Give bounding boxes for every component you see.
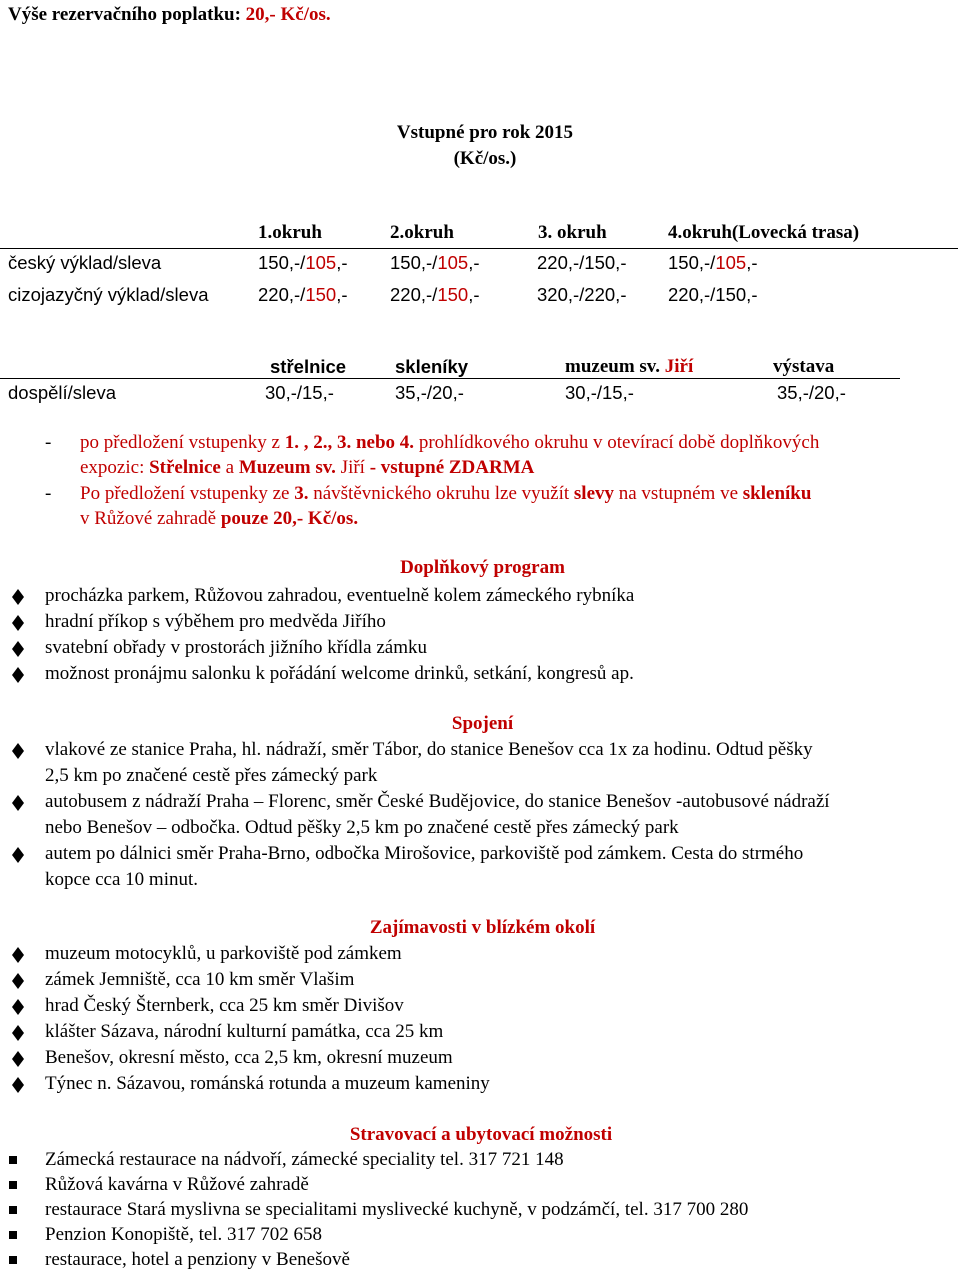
price-cell: 220,-/150,- bbox=[390, 284, 480, 305]
price-cell: 150,-/105,- bbox=[668, 252, 758, 273]
list-item: restaurace Stará myslivna se specialitami myslivecké kuchyně, v podzámčí, tel. 317 700 280 bbox=[45, 1199, 749, 1220]
list-item-continuation: kopce cca 10 minut. bbox=[45, 869, 199, 890]
route-header-3: 3. okruh bbox=[538, 222, 607, 243]
price-cell: 320,-/220,- bbox=[537, 284, 627, 305]
diamond-bullet-icon bbox=[11, 793, 25, 813]
expo-divider bbox=[0, 378, 900, 379]
table-divider bbox=[0, 248, 958, 249]
list-item-continuation: nebo Benešov – odbočka. Odtud pěšky 2,5 km po značené cestě přes zámecký park bbox=[45, 817, 679, 838]
list-item: vlakové ze stanice Praha, hl. nádraží, směr Tábor, do stanice Benešov cca 1x za hodinu. Odtud pěšky bbox=[45, 739, 813, 760]
list-item-continuation: 2,5 km po značené cestě přes zámecký park bbox=[45, 765, 378, 786]
price-cell: 30,-/15,- bbox=[565, 382, 634, 403]
list-item: možnost pronájmu salonku k pořádání welcome drinků, setkání, kongresů ap. bbox=[45, 663, 634, 684]
reservation-fee: Výše rezervačního poplatku: 20,- Kč/os. bbox=[8, 4, 331, 25]
diamond-bullet-icon bbox=[11, 1023, 25, 1043]
note-1-line-2: expozic: Střelnice a Muzeum sv. Jiří - vstupné ZDARMA bbox=[80, 457, 535, 478]
price-cell: 35,-/20,- bbox=[777, 382, 846, 403]
diamond-bullet-icon bbox=[11, 971, 25, 991]
route-header-1: 1.okruh bbox=[258, 222, 322, 243]
expo-header-1: střelnice bbox=[270, 356, 347, 377]
square-bullet-icon bbox=[9, 1156, 17, 1164]
price-cell: 220,-/150,- bbox=[537, 252, 627, 273]
admission-title: Vstupné pro rok 2015 bbox=[396, 122, 574, 143]
price-cell: 220,-/150,- bbox=[258, 284, 348, 305]
list-item: autobusem z nádraží Praha – Florenc, směr České Budějovice, do stanice Benešov -autobusové nádraží bbox=[45, 791, 830, 812]
diamond-bullet-icon bbox=[11, 945, 25, 965]
list-item: Benešov, okresní město, cca 2,5 km, okresní muzeum bbox=[45, 1047, 453, 1068]
route-header-2: 2.okruh bbox=[390, 222, 454, 243]
diamond-bullet-icon bbox=[11, 997, 25, 1017]
list-item: Růžová kavárna v Růžové zahradě bbox=[45, 1174, 309, 1195]
list-item: hradní příkop s výběhem pro medvěda Jiřího bbox=[45, 611, 386, 632]
program-heading: Doplňkový program bbox=[400, 557, 565, 578]
price-cell: 30,-/15,- bbox=[265, 382, 334, 403]
food-heading: Stravovací a ubytovací možnosti bbox=[349, 1124, 613, 1145]
row-label-adults: dospělí/sleva bbox=[8, 382, 116, 403]
list-item: autem po dálnici směr Praha-Brno, odbočka Mirošovice, parkoviště pod zámkem. Cesta do strmého bbox=[45, 843, 804, 864]
diamond-bullet-icon bbox=[11, 587, 25, 607]
expo-header-2: skleníky bbox=[395, 356, 469, 377]
price-cell: 150,-/105,- bbox=[390, 252, 480, 273]
list-item: klášter Sázava, národní kulturní památka, cca 25 km bbox=[45, 1021, 444, 1042]
list-item: hrad Český Šternberk, cca 25 km směr Divišov bbox=[45, 995, 404, 1016]
diamond-bullet-icon bbox=[11, 1049, 25, 1069]
note-1-line-1: po předložení vstupenky z 1. , 2., 3. nebo 4. prohlídkového okruhu v otevírací době doplňkových bbox=[80, 432, 820, 453]
route-header-4: 4.okruh(Lovecká trasa) bbox=[668, 222, 860, 243]
list-item: svatební obřady v prostorách jižního křídla zámku bbox=[45, 637, 428, 658]
list-item: restaurace, hotel a penziony v Benešově bbox=[45, 1249, 350, 1270]
row-label-foreign: cizojazyčný výklad/sleva bbox=[8, 284, 209, 305]
price-cell: 220,-/150,- bbox=[668, 284, 758, 305]
list-item: Zámecká restaurace na nádvoří, zámecké speciality tel. 317 721 148 bbox=[45, 1149, 564, 1170]
list-item: zámek Jemniště, cca 10 km směr Vlašim bbox=[45, 969, 355, 990]
price-cell: 150,-/105,- bbox=[258, 252, 348, 273]
transport-heading: Spojení bbox=[451, 713, 514, 734]
note-dash: - bbox=[45, 483, 52, 504]
sights-heading: Zajímavosti v blízkém okolí bbox=[369, 917, 596, 938]
diamond-bullet-icon bbox=[11, 741, 25, 761]
price-cell: 35,-/20,- bbox=[395, 382, 464, 403]
diamond-bullet-icon bbox=[11, 845, 25, 865]
admission-subtitle: (Kč/os.) bbox=[453, 148, 517, 169]
square-bullet-icon bbox=[9, 1206, 17, 1214]
diamond-bullet-icon bbox=[11, 1075, 25, 1095]
list-item: muzeum motocyklů, u parkoviště pod zámkem bbox=[45, 943, 402, 964]
square-bullet-icon bbox=[9, 1231, 17, 1239]
expo-header-4: výstava bbox=[773, 356, 835, 377]
diamond-bullet-icon bbox=[11, 639, 25, 659]
diamond-bullet-icon bbox=[11, 613, 25, 633]
list-item: procházka parkem, Růžovou zahradou, eventuelně kolem zámeckého rybníka bbox=[45, 585, 635, 606]
note-dash: - bbox=[45, 432, 52, 453]
note-2-line-1: Po předložení vstupenky ze 3. návštěvnického okruhu lze využít slevy na vstupném ve skleníku bbox=[80, 483, 812, 504]
row-label-czech: český výklad/sleva bbox=[8, 252, 162, 273]
diamond-bullet-icon bbox=[11, 665, 25, 685]
expo-header-3: muzeum sv. Jiří bbox=[565, 356, 694, 377]
list-item: Penzion Konopiště, tel. 317 702 658 bbox=[45, 1224, 323, 1245]
square-bullet-icon bbox=[9, 1256, 17, 1264]
list-item: Týnec n. Sázavou, románská rotunda a muzeum kameniny bbox=[45, 1073, 490, 1094]
square-bullet-icon bbox=[9, 1181, 17, 1189]
note-2-line-2: v Růžové zahradě pouze 20,- Kč/os. bbox=[80, 508, 359, 529]
